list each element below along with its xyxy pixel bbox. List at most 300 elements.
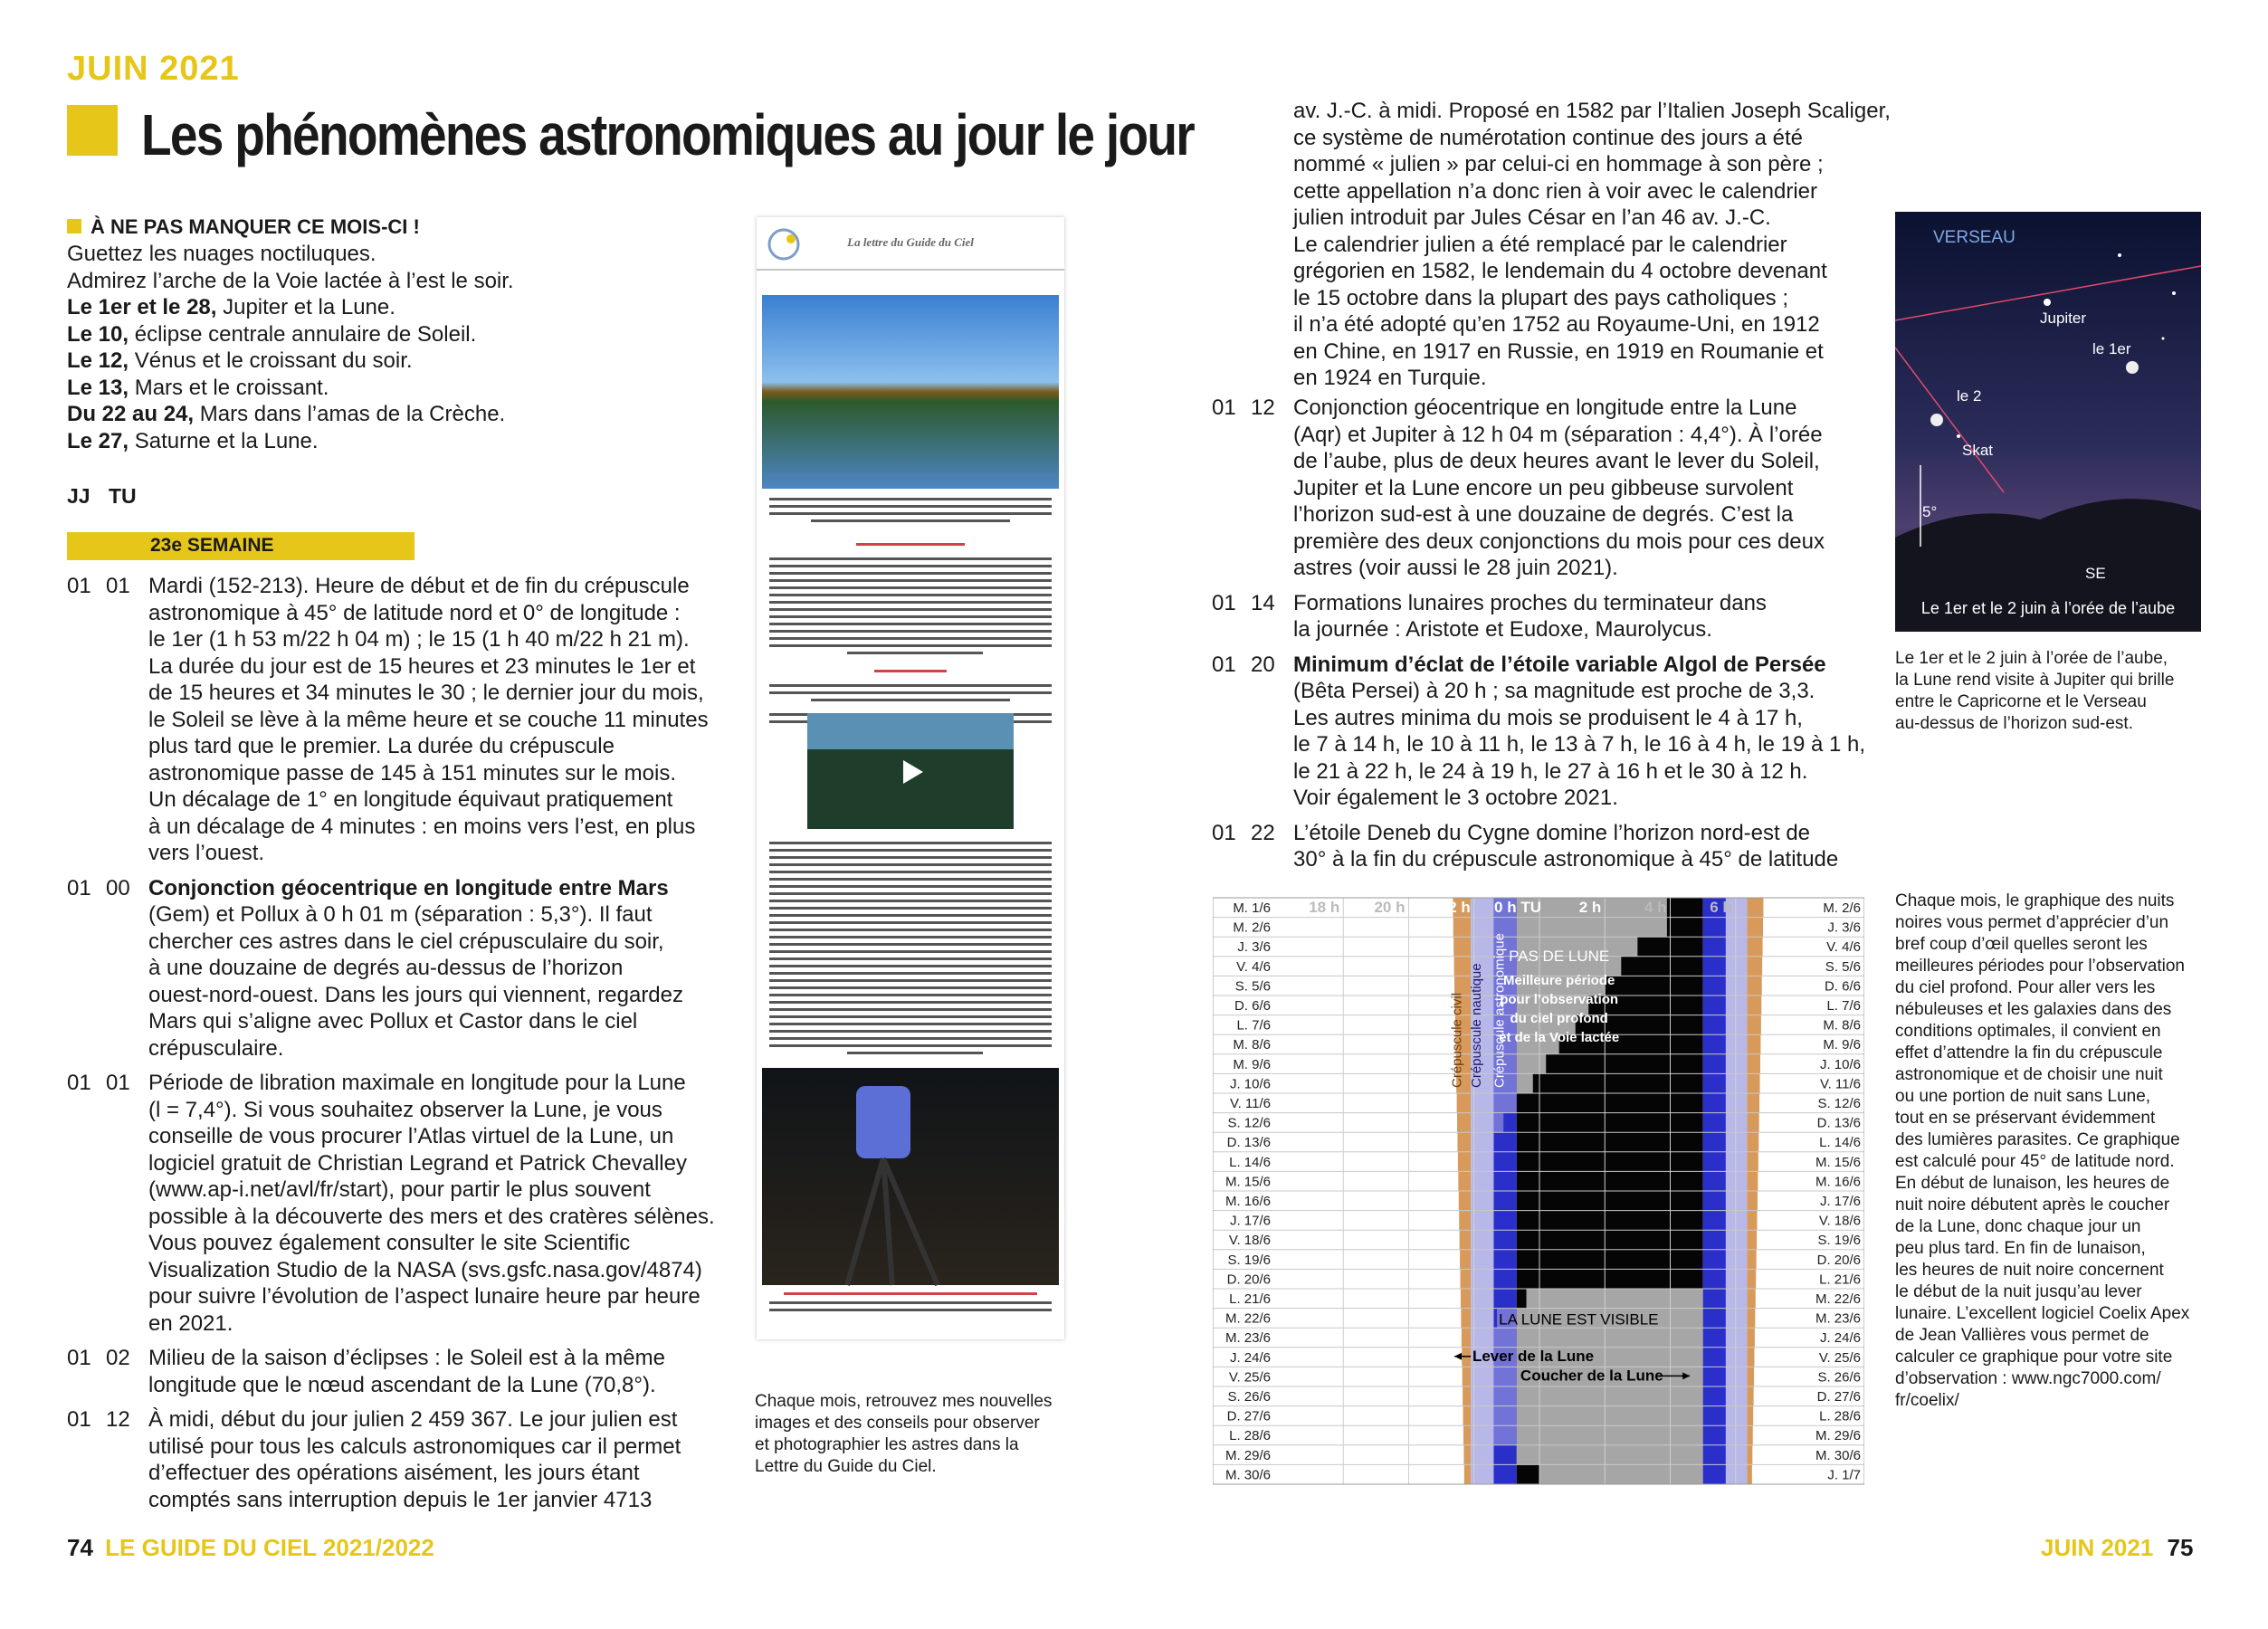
caption-line: conditions optimales, il convient en bbox=[1895, 1022, 2161, 1041]
right-date-label: L. 21/6 bbox=[1819, 1272, 1861, 1288]
day-segment-evening bbox=[1278, 1230, 1460, 1250]
day-segment-morning bbox=[1762, 957, 1801, 976]
entry-line: Un décalage de 1° en longitude équivaut pratiquement bbox=[148, 787, 673, 812]
left-date-label: J. 17/6 bbox=[1229, 1213, 1271, 1229]
entry-line: (Aqr) et Jupiter à 12 h 04 m (séparation : 4,4°). À l’orée bbox=[1293, 422, 1823, 447]
day-segment-evening bbox=[1278, 937, 1453, 957]
entry-line: plus tard que le premier. La durée du crépuscule bbox=[148, 734, 615, 758]
left-date-label: M. 29/6 bbox=[1225, 1447, 1271, 1463]
bullet-square-icon bbox=[67, 219, 81, 233]
left-date-label: D. 27/6 bbox=[1226, 1408, 1271, 1424]
le1-label: le 1er bbox=[2092, 340, 2131, 357]
day-segment-morning bbox=[1755, 1328, 1801, 1348]
best-period-label: pour l’observation bbox=[1500, 992, 1619, 1007]
hour-label: 20 h bbox=[1374, 899, 1406, 916]
caption-line: Chaque mois, le graphique des nuits bbox=[1895, 891, 2175, 910]
caption-line: ou une portion de nuit sans Lune, bbox=[1895, 1087, 2151, 1106]
right-date-label: M. 2/6 bbox=[1823, 900, 1861, 916]
caption-line: des lumières parasites. Ce graphique bbox=[1895, 1130, 2180, 1149]
moon-visible-segment bbox=[1517, 1445, 1703, 1465]
caption-line: les heures de nuit noire concernent bbox=[1895, 1261, 2164, 1280]
day-segment-morning bbox=[1754, 1367, 1801, 1386]
right-date-label: J. 10/6 bbox=[1819, 1056, 1861, 1072]
day-segment-evening bbox=[1278, 1132, 1457, 1152]
moon-twilight-segment bbox=[1493, 1367, 1516, 1386]
col-header-tu: TU bbox=[109, 484, 137, 508]
left-date-label: M. 15/6 bbox=[1225, 1174, 1271, 1190]
highlight-date: Le 27, bbox=[67, 428, 129, 453]
newsletter-caption bbox=[755, 1391, 1081, 1478]
footer-month: JUIN 2021 bbox=[2041, 1534, 2154, 1561]
left-date-label: M. 16/6 bbox=[1225, 1194, 1271, 1209]
day-segment-morning bbox=[1763, 918, 1801, 938]
highlights-list bbox=[67, 241, 710, 454]
hour-label: 22 h bbox=[1439, 899, 1471, 916]
right-date-label: M. 22/6 bbox=[1815, 1291, 1861, 1307]
day-segment-morning bbox=[1761, 1015, 1801, 1035]
day-segment-morning bbox=[1762, 976, 1801, 996]
sky-photo bbox=[1895, 212, 2201, 632]
right-date-label: V. 25/6 bbox=[1818, 1349, 1861, 1366]
page-number-right: 75 bbox=[2167, 1534, 2194, 1561]
day-segment-evening bbox=[1278, 1309, 1461, 1329]
lake-photo bbox=[762, 295, 1059, 489]
highlight-date: Le 10, bbox=[67, 321, 129, 347]
right-date-label: M. 29/6 bbox=[1815, 1428, 1861, 1444]
entry-text bbox=[1293, 395, 1825, 582]
right-date-label: D. 6/6 bbox=[1824, 978, 1861, 995]
moon-visible-segment bbox=[1517, 1328, 1703, 1348]
moon-1-icon bbox=[2126, 361, 2139, 374]
day-segment-evening bbox=[1278, 1348, 1462, 1367]
julian-line: julien introduit par Jules César en l’an 46 av. J.-C. bbox=[1293, 205, 1771, 230]
day-segment-evening bbox=[1278, 1015, 1455, 1035]
left-date-label: J. 10/6 bbox=[1229, 1076, 1271, 1092]
julian-line: nommé « julien » par celui-ci en hommage à son père ; bbox=[1293, 152, 1824, 176]
chart-caption bbox=[1895, 891, 2203, 1412]
sky-inner-caption: Le 1er et le 2 juin à l’orée de l’aube bbox=[1920, 599, 2176, 617]
right-date-label: M. 8/6 bbox=[1823, 1017, 1861, 1034]
moon-visible-segment bbox=[1517, 1386, 1703, 1406]
entry-text bbox=[148, 1070, 715, 1337]
right-date-label: S. 12/6 bbox=[1817, 1096, 1861, 1111]
jupiter-star-icon bbox=[2044, 299, 2051, 306]
entry-line: astronomique à 45° de latitude nord et 0° de longitude : bbox=[148, 600, 681, 625]
left-date-label: M. 9/6 bbox=[1233, 1056, 1271, 1072]
entry-line: Les autres minima du mois se produisent le 4 à 17 h, bbox=[1293, 705, 1803, 730]
entry-day: 01 bbox=[1212, 820, 1236, 845]
hour-label: 4 h bbox=[1644, 899, 1667, 916]
best-period-label: du ciel profond bbox=[1510, 1011, 1608, 1026]
day-segment-evening bbox=[1278, 1034, 1455, 1054]
page-title: Les phénomènes astronomiques au jour le jour bbox=[141, 102, 1194, 167]
day-segment-morning bbox=[1753, 1425, 1801, 1445]
caption-line: de la Lune, donc chaque jour un bbox=[1895, 1217, 2141, 1236]
right-date-label: D. 27/6 bbox=[1816, 1389, 1861, 1405]
entry-line: de 15 heures et 34 minutes le 30 ; le dernier jour du mois, bbox=[148, 681, 704, 705]
se-label: SE bbox=[2085, 565, 2106, 582]
entry-line: le Soleil se lève à la même heure et se couche 11 minutes bbox=[148, 707, 709, 732]
caption-line: meilleures périodes pour l’observation bbox=[1895, 957, 2186, 976]
day-segment-evening bbox=[1278, 996, 1454, 1015]
caption-line: de Jean Vallières vous permet de bbox=[1895, 1326, 2149, 1345]
day-segment-evening bbox=[1278, 976, 1454, 996]
left-date-label: S. 26/6 bbox=[1227, 1389, 1271, 1405]
month-label: JUIN 2021 bbox=[67, 50, 240, 88]
right-date-label: J. 17/6 bbox=[1819, 1194, 1861, 1209]
entry-text bbox=[1293, 652, 1865, 812]
moon-twilight-segment bbox=[1493, 1406, 1516, 1426]
moon-twilight-segment bbox=[1493, 1113, 1503, 1133]
entry-line: à un décalage de 4 minutes : en moins vers l’est, en plus bbox=[148, 814, 696, 839]
julian-line: le 15 octobre dans la plupart des pays catholiques ; bbox=[1293, 285, 1789, 310]
day-segment-evening bbox=[1278, 898, 1453, 918]
right-date-label: J. 3/6 bbox=[1827, 919, 1861, 936]
moon-visible-segment bbox=[1517, 1054, 1547, 1074]
highlight-text: éclipse centrale annulaire de Soleil. bbox=[129, 321, 477, 347]
entry-line: Milieu de la saison d’éclipses : le Soleil est à la même bbox=[148, 1346, 665, 1370]
caption-line: Lettre du Guide du Ciel. bbox=[755, 1457, 937, 1476]
best-period-label: et de la Voie lactée bbox=[1499, 1030, 1620, 1045]
night-chart bbox=[1213, 892, 1864, 1510]
entry-line: Mardi (152-213). Heure de début et de fin du crépuscule bbox=[148, 574, 690, 598]
left-date-label: D. 13/6 bbox=[1226, 1135, 1271, 1151]
newsletter-title: La lettre du Guide du Ciel bbox=[847, 235, 974, 249]
entry-hour: 01 bbox=[106, 1071, 130, 1095]
entry-hour: 02 bbox=[106, 1346, 130, 1370]
day-segment-evening bbox=[1278, 1464, 1464, 1484]
entry-day: 01 bbox=[67, 1346, 91, 1370]
hour-label: 0 h TU bbox=[1494, 899, 1541, 916]
entry-line: d’effectuer des opérations aisément, les jours étant bbox=[148, 1461, 640, 1485]
entry-line: utilisé pour tous les calculs astronomiques car il permet bbox=[148, 1434, 681, 1459]
right-date-label: D. 20/6 bbox=[1816, 1252, 1861, 1268]
title-square bbox=[67, 105, 118, 156]
entry-line: (www.ap-i.net/avl/fr/start), pour partir le plus souvent bbox=[148, 1177, 651, 1202]
entry-day: 01 bbox=[67, 875, 91, 900]
highlight-text: Mars et le croissant. bbox=[129, 375, 329, 400]
day-segment-morning bbox=[1760, 1054, 1801, 1074]
entry-line: en 2021. bbox=[148, 1310, 233, 1336]
newsletter-preview bbox=[757, 217, 1064, 1339]
caption-line: Le 1er et le 2 juin à l’orée de l’aube, bbox=[1895, 649, 2168, 668]
day-segment-morning bbox=[1759, 1093, 1801, 1113]
right-date-label: L. 7/6 bbox=[1826, 998, 1861, 1014]
highlight-item bbox=[67, 348, 710, 375]
entry-line: pour suivre l’évolution de l’aspect lunaire heure par heure bbox=[148, 1284, 700, 1309]
left-date-label: S. 12/6 bbox=[1227, 1115, 1271, 1131]
entry-line: comptés sans interruption depuis le 1er janvier 4713 bbox=[148, 1487, 653, 1512]
left-date-label: M. 30/6 bbox=[1225, 1467, 1271, 1483]
entry-line: Conjonction géocentrique en longitude entre Mars bbox=[148, 875, 669, 900]
video-sky bbox=[807, 713, 1014, 749]
highlight-date: Du 22 au 24, bbox=[67, 402, 195, 426]
caption-line: noires vous permet d’apprécier d’un bbox=[1895, 913, 2169, 932]
entry-line: Jupiter et la Lune encore un peu gibbeuse survolent bbox=[1293, 475, 1794, 500]
entry-line: Période de libration maximale en longitude pour la Lune bbox=[148, 1071, 686, 1095]
highlight-item bbox=[67, 401, 710, 428]
left-date-label: M. 2/6 bbox=[1233, 919, 1271, 936]
day-segment-morning bbox=[1754, 1348, 1801, 1367]
hour-label: 2 h bbox=[1578, 899, 1602, 916]
julian-line: av. J.-C. à midi. Proposé en 1582 par l’Italien Joseph Scaliger, bbox=[1293, 99, 1891, 123]
left-date-label: J. 3/6 bbox=[1237, 939, 1271, 956]
entry-line: (Bêta Persei) à 20 h ; sa magnitude est proche de 3,3. bbox=[1293, 679, 1815, 703]
right-date-label: J. 1/7 bbox=[1827, 1467, 1861, 1483]
right-date-label: S. 5/6 bbox=[1825, 958, 1861, 975]
julian-line: ce système de numérotation continue des jours a été bbox=[1293, 125, 1803, 150]
civil-twilight-label: Crépuscule civil bbox=[1449, 992, 1465, 1088]
entry-line: Minimum d’éclat de l’étoile variable Algol de Persée bbox=[1293, 652, 1826, 677]
entry-text bbox=[148, 1345, 665, 1398]
highlight-date: Le 1er et le 28, bbox=[67, 295, 217, 319]
hour-label: 18 h bbox=[1309, 899, 1340, 916]
highlight-item bbox=[67, 375, 710, 402]
entry-text bbox=[148, 1406, 681, 1513]
entry-line: la journée : Aristote et Eudoxe, Maurolycus. bbox=[1293, 617, 1712, 642]
highlight-item bbox=[67, 268, 710, 295]
nautical-twilight-label: Crépuscule nautique bbox=[1468, 963, 1484, 1088]
left-date-label: V. 25/6 bbox=[1228, 1369, 1271, 1386]
entry-hour: 01 bbox=[106, 574, 130, 598]
day-segment-evening bbox=[1278, 957, 1454, 976]
entry-line: À midi, début du jour julien 2 459 367. Le jour julien est bbox=[148, 1407, 678, 1432]
entry-text bbox=[1293, 590, 1767, 643]
right-date-label: V. 4/6 bbox=[1826, 939, 1861, 956]
caption-line: d’observation : www.ngc7000.com/ bbox=[1895, 1369, 2161, 1388]
entry-day: 01 bbox=[1212, 395, 1236, 420]
caption-line: le début de la nuit jusqu’au lever bbox=[1895, 1282, 2142, 1301]
right-date-label: D. 13/6 bbox=[1816, 1115, 1861, 1131]
highlight-item bbox=[67, 241, 710, 268]
entry-line: de l’aube, plus de deux heures avant le lever du Soleil, bbox=[1293, 449, 1820, 473]
day-segment-morning bbox=[1752, 1464, 1801, 1484]
caption-line: Chaque mois, retrouvez mes nouvelles bbox=[755, 1392, 1053, 1411]
right-date-label: M. 30/6 bbox=[1815, 1447, 1861, 1463]
day-segment-evening bbox=[1278, 1406, 1463, 1426]
day-segment-evening bbox=[1278, 1093, 1457, 1113]
day-segment-morning bbox=[1758, 1211, 1801, 1231]
entry-line: le 7 à 14 h, le 10 à 11 h, le 13 à 7 h, le 16 à 4 h, le 19 à 1 h, bbox=[1293, 732, 1866, 757]
footer-book-title: LE GUIDE DU CIEL 2021/2022 bbox=[105, 1534, 434, 1561]
day-segment-evening bbox=[1278, 1367, 1463, 1386]
entry-line: ouest-nord-ouest. Dans les jours qui viennent, regardez bbox=[148, 982, 683, 1007]
highlights-box bbox=[67, 214, 710, 454]
julian-line: il n’a été adopté qu’en 1752 au Royaume-Uni, en 1912 bbox=[1293, 312, 1820, 337]
day-segment-morning bbox=[1755, 1309, 1801, 1329]
caption-line: et photographier les astres dans la bbox=[755, 1435, 1019, 1454]
constellation-line bbox=[1895, 348, 2004, 492]
day-segment-morning bbox=[1758, 1171, 1801, 1191]
caption-line: nébuleuses et les galaxies dans des bbox=[1895, 1000, 2172, 1019]
right-date-label: J. 24/6 bbox=[1819, 1330, 1861, 1347]
left-date-label: D. 20/6 bbox=[1226, 1272, 1271, 1288]
left-date-label: D. 6/6 bbox=[1234, 998, 1271, 1014]
entry-day: 01 bbox=[1212, 652, 1236, 677]
entry-hour: 22 bbox=[1251, 820, 1275, 845]
col-header-jj: JJ bbox=[67, 484, 91, 508]
entry-line: Formations lunaires proches du terminateur dans bbox=[1293, 590, 1767, 615]
day-segment-morning bbox=[1754, 1386, 1801, 1406]
entry-hour: 00 bbox=[106, 875, 130, 900]
left-date-label: L. 28/6 bbox=[1229, 1428, 1271, 1444]
left-date-label: M. 8/6 bbox=[1233, 1037, 1271, 1053]
footer-left bbox=[67, 1534, 434, 1562]
highlight-text: Mars dans l’amas de la Crèche. bbox=[194, 402, 506, 426]
entry-line: (l = 7,4°). Si vous souhaitez observer la Lune, je vous bbox=[148, 1097, 662, 1122]
highlight-text: Jupiter et la Lune. bbox=[216, 295, 395, 319]
page-number-left: 74 bbox=[67, 1534, 93, 1561]
entry-line: logiciel gratuit de Christian Legrand et Patrick Chevalley bbox=[148, 1150, 687, 1176]
day-segment-morning bbox=[1758, 1152, 1801, 1172]
left-date-label: L. 14/6 bbox=[1229, 1154, 1271, 1170]
right-date-label: M. 9/6 bbox=[1823, 1037, 1861, 1053]
entry-text bbox=[148, 573, 709, 867]
entry-line: Vous pouvez également consulter le site Scientific bbox=[148, 1231, 631, 1255]
entry-line: le 1er (1 h 53 m/22 h 04 m) ; le 15 (1 h 40 m/22 h 21 m). bbox=[148, 627, 690, 652]
newsletter-svg bbox=[757, 217, 1064, 1339]
left-date-label: V. 11/6 bbox=[1229, 1096, 1271, 1111]
le2-label: le 2 bbox=[1957, 387, 1982, 405]
entry-line: La durée du jour est de 15 heures et 23 minutes le 1er et bbox=[148, 653, 696, 679]
right-date-label: M. 23/6 bbox=[1815, 1310, 1861, 1327]
left-date-label: J. 24/6 bbox=[1229, 1349, 1271, 1366]
day-segment-morning bbox=[1756, 1269, 1801, 1289]
caption-line: fr/coelix/ bbox=[1895, 1391, 1959, 1410]
entry-line: première des deux conjonctions du mois pour ces deux bbox=[1293, 529, 1825, 554]
sky-photo-svg bbox=[1895, 212, 2201, 632]
day-segment-evening bbox=[1278, 1152, 1458, 1172]
day-segment-evening bbox=[1278, 1269, 1461, 1289]
day-segment-morning bbox=[1758, 1191, 1801, 1211]
entry-text bbox=[148, 875, 683, 1062]
day-segment-morning bbox=[1757, 1250, 1801, 1270]
highlight-text: Saturne et la Lune. bbox=[129, 428, 319, 453]
footer-right bbox=[2041, 1534, 2193, 1562]
entry-line: à une douzaine de degrés au-dessus de l’horizon bbox=[148, 956, 624, 980]
moon-twilight-segment bbox=[1493, 1425, 1516, 1445]
entry-line: Voir également le 3 octobre 2021. bbox=[1293, 786, 1618, 810]
hour-label: 6 h bbox=[1710, 899, 1732, 916]
highlight-text: Admirez l’arche de la Voie lactée à l’est le soir. bbox=[67, 268, 514, 293]
day-segment-morning bbox=[1753, 1406, 1801, 1426]
entry-line: possible à la découverte des mers et des cratères sélènes. bbox=[148, 1204, 715, 1229]
right-date-label: V. 11/6 bbox=[1819, 1076, 1861, 1092]
night-chart-svg bbox=[1213, 892, 1864, 1510]
right-date-label: L. 14/6 bbox=[1819, 1135, 1861, 1151]
entry-day: 01 bbox=[67, 1071, 91, 1095]
verseau-label: VERSEAU bbox=[1933, 228, 2015, 247]
moon-visible-segment bbox=[1527, 1289, 1703, 1309]
caption-line: est calculé pour 45° de latitude nord. bbox=[1895, 1152, 2175, 1171]
day-segment-morning bbox=[1752, 1445, 1801, 1465]
left-date-label: M. 23/6 bbox=[1225, 1330, 1271, 1347]
moon-twilight-segment bbox=[1493, 1386, 1516, 1406]
julian-line: Le calendrier julien a été remplacé par le calendrier bbox=[1293, 232, 1787, 257]
day-segment-evening bbox=[1278, 1054, 1456, 1074]
day-segment-evening bbox=[1278, 1113, 1457, 1133]
entry-line: astres (voir aussi le 28 juin 2021). bbox=[1293, 556, 1618, 580]
entry-line: longitude que le nœud ascendant de la Lune (70,8°). bbox=[148, 1372, 656, 1397]
julian-line: grégorien en 1582, le lendemain du 4 octobre devenant bbox=[1293, 259, 1827, 283]
entry-line: astronomique passe de 145 à 151 minutes sur le mois. bbox=[148, 760, 676, 786]
week-band bbox=[67, 532, 415, 560]
day-segment-evening bbox=[1278, 918, 1453, 938]
entry-hour: 12 bbox=[1251, 395, 1275, 420]
week-label: 23e SEMAINE bbox=[150, 535, 274, 556]
right-date-label: S. 26/6 bbox=[1817, 1369, 1861, 1386]
moon-visible-segment bbox=[1517, 1406, 1703, 1426]
caption-line: la Lune rend visite à Jupiter qui brille bbox=[1895, 671, 2175, 690]
moon-2-icon bbox=[1930, 414, 1943, 426]
highlight-item bbox=[67, 428, 710, 455]
caption-line: du ciel profond. Pour aller vers les bbox=[1895, 978, 2156, 997]
highlight-date: Le 12, bbox=[67, 348, 129, 373]
entry-line: l’horizon sud-est à une douzaine de degrés. C’est la bbox=[1293, 502, 1794, 527]
caption-line: calculer ce graphique pour votre site bbox=[1895, 1348, 2173, 1367]
day-segment-morning bbox=[1760, 1073, 1801, 1093]
sky-caption bbox=[1895, 648, 2203, 735]
nl-photo-caption-line bbox=[784, 1292, 1037, 1295]
day-segment-evening bbox=[1278, 1425, 1463, 1445]
highlight-item bbox=[67, 294, 710, 321]
day-segment-morning bbox=[1760, 1034, 1801, 1054]
entry-line: L’étoile Deneb du Cygne domine l’horizon nord-est de bbox=[1293, 820, 1811, 845]
highlight-text: Vénus et le croissant du soir. bbox=[129, 348, 413, 373]
caption-line: peu plus tard. En fin de lunaison, bbox=[1895, 1239, 2146, 1258]
entry-line: chercher ces astres dans le ciel crépusculaire du soir, bbox=[148, 929, 664, 954]
entry-line: Visualization Studio de la NASA (svs.gsfc.nasa.gov/4874) bbox=[148, 1257, 702, 1282]
left-date-label: S. 19/6 bbox=[1227, 1252, 1271, 1268]
entry-line: (Gem) et Pollux à 0 h 01 m (séparation : 5,3°). Il faut bbox=[148, 902, 653, 927]
day-segment-morning bbox=[1757, 1230, 1801, 1250]
entry-day: 01 bbox=[1212, 590, 1236, 615]
entry-line: vers l’ouest. bbox=[148, 841, 265, 865]
left-date-label: V. 18/6 bbox=[1228, 1233, 1271, 1249]
entry-line: le 21 à 22 h, le 24 à 19 h, le 27 à 16 h et le 30 à 12 h. bbox=[1293, 758, 1808, 784]
skat-star-icon bbox=[1957, 434, 1960, 438]
moon-visible-segment bbox=[1517, 1073, 1533, 1093]
caption-line: tout en se préservant évidemment bbox=[1895, 1109, 2156, 1128]
day-segment-evening bbox=[1278, 1386, 1463, 1406]
day-segment-morning bbox=[1763, 898, 1801, 918]
entry-text bbox=[1293, 820, 1838, 873]
caption-line: astronomique et de choisir une nuit bbox=[1895, 1065, 2163, 1084]
day-segment-evening bbox=[1278, 1250, 1460, 1270]
caption-line: En début de lunaison, les heures de bbox=[1895, 1174, 2170, 1193]
day-segment-evening bbox=[1278, 1171, 1458, 1191]
astro-twilight-label: Crépuscule astronomique bbox=[1491, 933, 1508, 1088]
left-date-label: M. 1/6 bbox=[1233, 900, 1271, 916]
caption-line: lunaire. L’excellent logiciel Coelix Apex bbox=[1895, 1304, 2190, 1323]
entry-hour: 12 bbox=[106, 1407, 130, 1432]
caption-line: au-dessus de l’horizon sud-est. bbox=[1895, 714, 2133, 733]
highlights-heading: À NE PAS MANQUER CE MOIS-CI ! bbox=[67, 214, 710, 241]
moonrise-label: Lever de la Lune bbox=[1472, 1347, 1595, 1365]
day-segment-evening bbox=[1278, 1191, 1459, 1211]
entry-line: Mars qui s’aligne avec Pollux et Castor dans le ciel bbox=[148, 1009, 638, 1034]
caption-line: entre le Capricorne et le Verseau bbox=[1895, 692, 2147, 711]
moon-twilight-segment bbox=[1493, 1328, 1516, 1348]
right-date-label: V. 18/6 bbox=[1818, 1213, 1861, 1229]
moon-twilight-segment bbox=[1493, 1093, 1516, 1113]
left-date-label: V. 4/6 bbox=[1236, 958, 1271, 975]
left-date-label: L. 21/6 bbox=[1229, 1291, 1271, 1307]
highlight-text: Guettez les nuages noctiluques. bbox=[67, 242, 376, 266]
day-segment-evening bbox=[1278, 1073, 1456, 1093]
day-segment-evening bbox=[1278, 1328, 1462, 1348]
day-segment-morning bbox=[1758, 1132, 1801, 1152]
